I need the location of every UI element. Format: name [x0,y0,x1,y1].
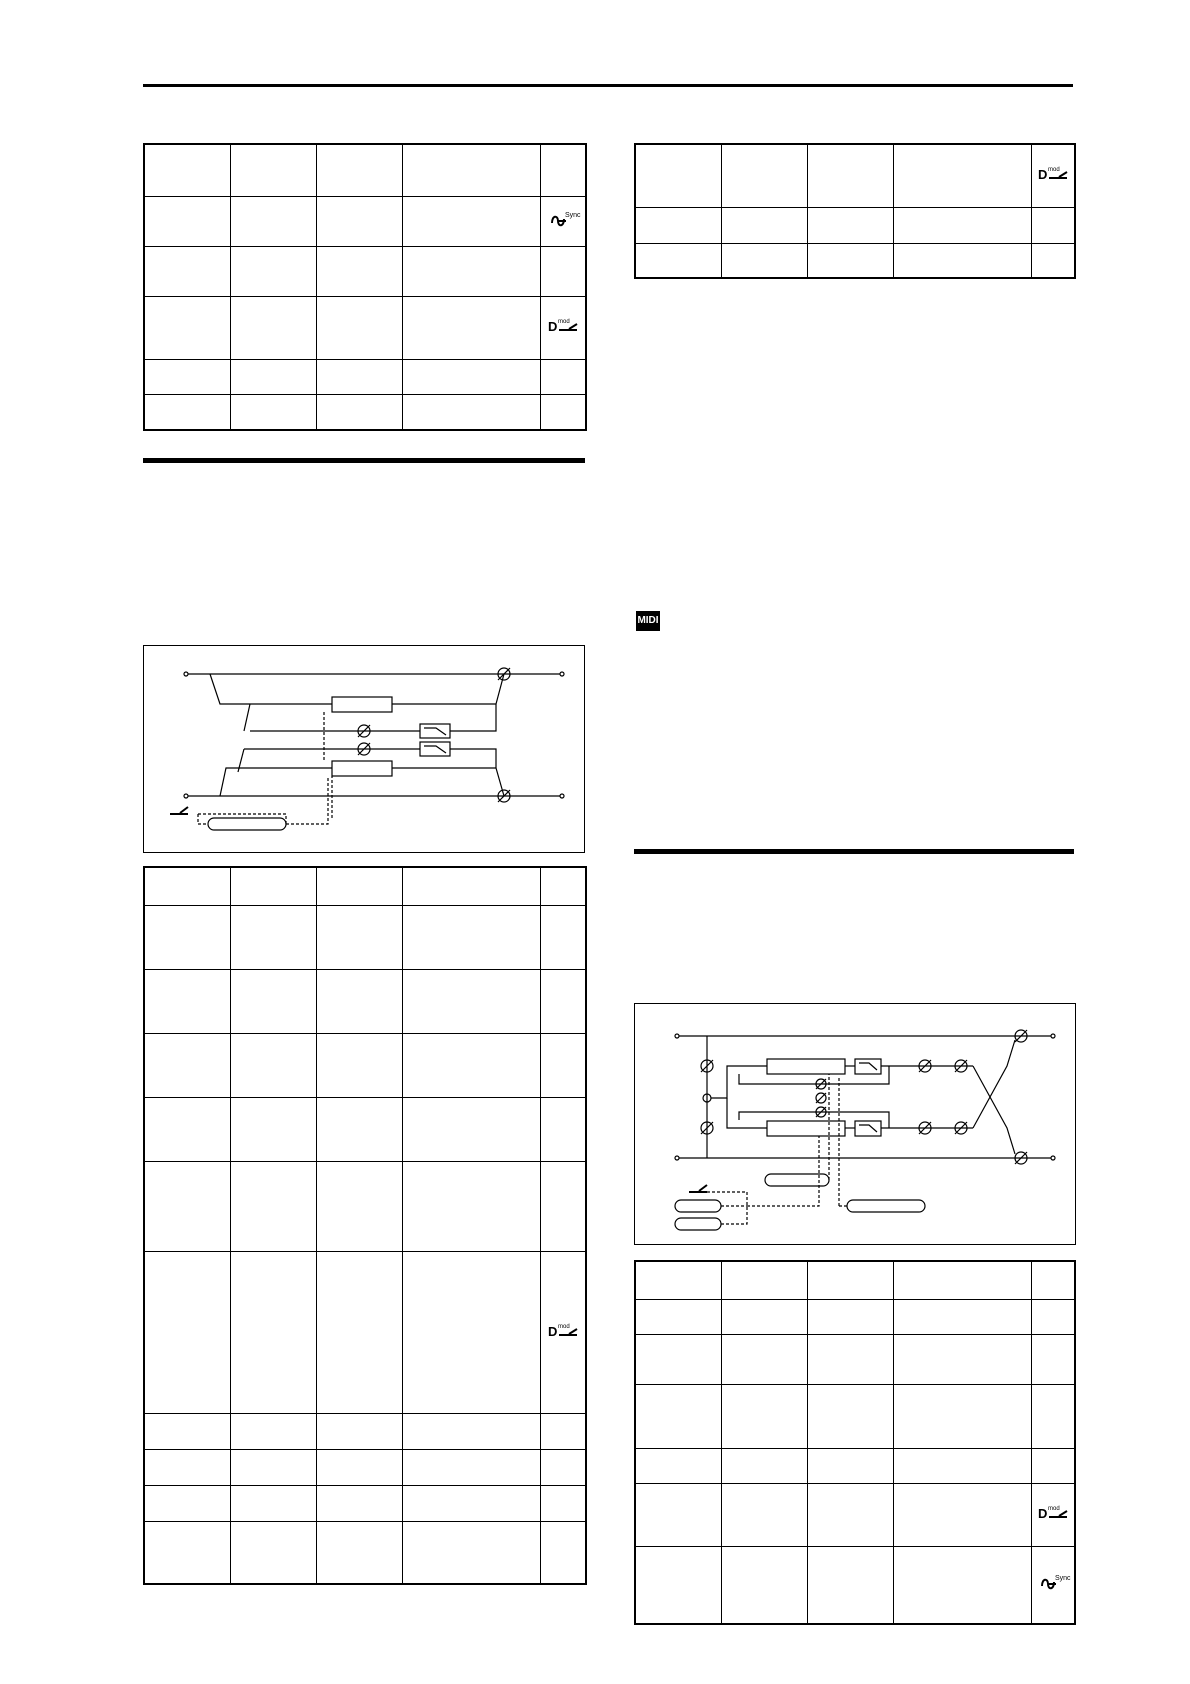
dmod-icon [1031,1483,1075,1546]
filter-icon [420,724,450,738]
pedal-icon [170,807,188,814]
table-row [144,905,586,969]
svg-text:Sync: Sync [1054,1575,1071,1583]
table-row [144,296,586,359]
table-row [144,359,586,394]
table-row [635,1448,1075,1483]
block-diagram-left [143,645,585,853]
table-row [144,394,586,430]
svg-text:D: D [1037,1506,1048,1521]
block-diagram-right [634,1003,1076,1245]
table-row [635,1334,1075,1384]
filter-icon [855,1059,881,1074]
svg-text:D: D [547,1323,558,1339]
dmod-icon [1031,144,1075,207]
signal-flow-svg [144,646,584,852]
table-header-row [144,867,586,905]
table-row [144,246,586,296]
pedal-icon [689,1185,707,1192]
delay-block-top [767,1059,845,1074]
table-row [635,1546,1075,1624]
table-row [144,969,586,1033]
table-row [144,1413,586,1449]
table-row [635,1384,1075,1448]
sync-icon [540,196,586,246]
table-row [144,1485,586,1521]
page-top-rule [143,84,1073,87]
table-row [635,1483,1075,1546]
table-row [144,1521,586,1584]
svg-text:mod: mod [557,1323,570,1330]
table-row [144,1097,586,1161]
parameter-table-left-top [143,143,587,431]
dmod-icon [540,1251,586,1413]
table-header-row [635,1261,1075,1299]
svg-text:mod: mod [1047,1506,1060,1512]
svg-text:mod: mod [557,319,570,325]
parameter-table-left-main [143,866,587,1585]
table-row [635,1299,1075,1334]
table-row [144,1251,586,1413]
parameter-table-right-main [634,1260,1076,1625]
sync-icon [1031,1546,1075,1624]
table-header-row [144,144,586,196]
svg-text:D: D [547,319,558,334]
svg-text:D: D [1037,167,1048,183]
table-header-row [635,144,1075,207]
chorus-block-bottom [332,761,392,776]
chorus-block-top [332,697,392,712]
table-row [144,1161,586,1251]
parameter-table-right-top [634,143,1076,279]
table-row [635,207,1075,243]
table-row [144,196,586,246]
table-row [144,1033,586,1097]
table-row [144,1449,586,1485]
section-rule-left [143,458,585,463]
filter-icon [420,742,450,756]
svg-text:Sync: Sync [564,211,581,219]
section-rule-right [634,849,1074,854]
delay-block-bottom [767,1121,845,1136]
svg-text:mod: mod [1047,167,1060,174]
filter-icon [855,1121,881,1136]
dmod-icon [540,296,586,359]
signal-flow-svg [635,1004,1075,1244]
table-row [635,243,1075,278]
midi-icon: MIDI [636,611,660,631]
